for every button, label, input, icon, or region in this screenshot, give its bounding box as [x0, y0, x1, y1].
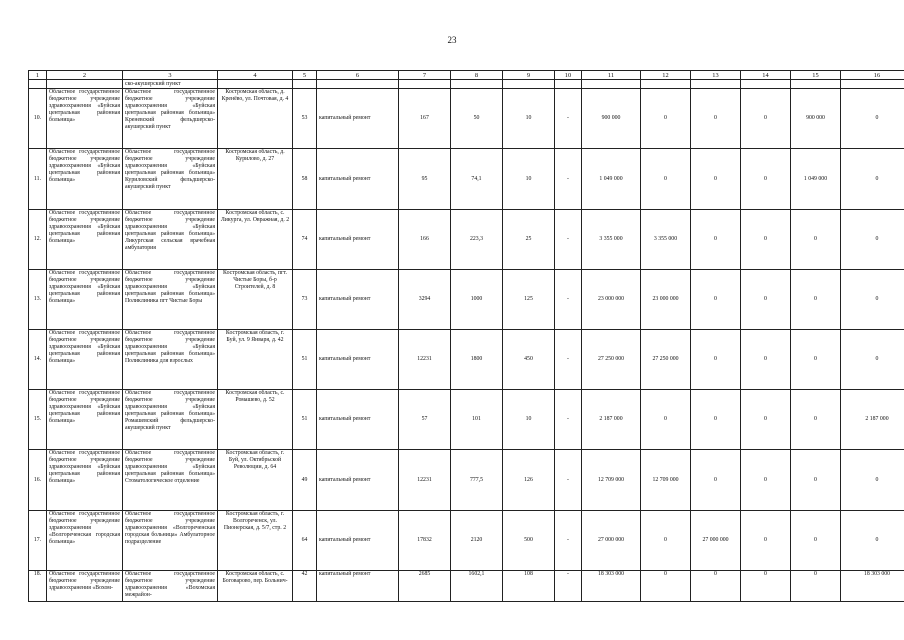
- col9-cell: 125: [503, 270, 555, 330]
- col5-cell: 74: [293, 210, 317, 270]
- header-cell: 9: [503, 71, 555, 80]
- col14-cell: 0: [741, 149, 791, 210]
- address-cell: Костромская область, пгт. Чистые Боры, б-р Строителей, д. 8: [218, 270, 293, 330]
- organization-cell: Областное государственное бюджетное учреждение здравоохранения «Буйская центральная районная больница»: [47, 89, 123, 149]
- col11-cell: 900 000: [582, 89, 641, 149]
- header-cell: 14: [741, 71, 791, 80]
- col11-cell: 27 250 000: [582, 330, 641, 390]
- col13-cell: 0: [691, 571, 741, 602]
- col16-cell: 0: [841, 511, 904, 571]
- col9-cell: 25: [503, 210, 555, 270]
- col11-cell: 27 000 000: [582, 511, 641, 571]
- col8-cell: 74,1: [451, 149, 503, 210]
- address-cell: Костромская область, с. Боговарово, пер. Больнич-: [218, 571, 293, 602]
- col11-cell: 1 049 000: [582, 149, 641, 210]
- header-cell: 8: [451, 71, 503, 80]
- organization-cell: Областное государственное бюджетное учреждение здравоохранения «Буйская центральная районная больница»: [47, 210, 123, 270]
- col15-cell: 0: [791, 511, 841, 571]
- col7-cell: 3294: [399, 270, 451, 330]
- col15-cell: 0: [791, 330, 841, 390]
- address-cell: Костромская область, д. Курилово, д. 27: [218, 149, 293, 210]
- col8-cell: 2120: [451, 511, 503, 571]
- col10-cell: -: [555, 511, 582, 571]
- col12-cell: 0: [641, 89, 691, 149]
- col12-cell: 0: [641, 511, 691, 571]
- col5-cell: 73: [293, 270, 317, 330]
- header-cell: 11: [582, 71, 641, 80]
- col12-cell: 12 709 000: [641, 450, 691, 511]
- work-type-cell: капитальный ремонт: [317, 270, 399, 330]
- col10-cell: -: [555, 571, 582, 602]
- col14-cell: 0: [741, 390, 791, 450]
- col11-cell: 23 000 000: [582, 270, 641, 330]
- col9-cell: 10: [503, 390, 555, 450]
- col7-cell: 95: [399, 149, 451, 210]
- col7-cell: 57: [399, 390, 451, 450]
- col8-cell: 101: [451, 390, 503, 450]
- col10-cell: -: [555, 149, 582, 210]
- work-type-cell: капитальный ремонт: [317, 571, 399, 602]
- facility-cell: Областное государственное бюджетное учреждение здравоохранения «Буйская центральная районная больница» Поликлиника для взрослых: [123, 330, 218, 390]
- address-cell: Костромская область, г. Волгореченск, ул. Пионерская, д. 5/7, стр. 2: [218, 511, 293, 571]
- col5-cell: 51: [293, 390, 317, 450]
- col5-cell: 49: [293, 450, 317, 511]
- col10-cell: -: [555, 330, 582, 390]
- col15-cell: 0: [791, 571, 841, 602]
- header-cell: 4: [218, 71, 293, 80]
- col13-cell: 0: [691, 89, 741, 149]
- col14-cell: 0: [741, 571, 791, 602]
- header-cell: 2: [47, 71, 123, 80]
- organization-cell: Областное государственное бюджетное учреждение здравоохранения «Буйская центральная районная больница»: [47, 450, 123, 511]
- col14-cell: 0: [741, 210, 791, 270]
- header-cell: 15: [791, 71, 841, 80]
- col13-cell: 0: [691, 210, 741, 270]
- col9-cell: 10: [503, 89, 555, 149]
- table-row: [29, 89, 904, 149]
- row-number: 12.: [29, 210, 47, 270]
- facility-cell: Областное государственное бюджетное учреждение здравоохранения «Вохомская межрайон-: [123, 571, 218, 602]
- address-cell: Костромская область, с. Ликурга, ул. Овражная, д. 2: [218, 210, 293, 270]
- col13-cell: 0: [691, 270, 741, 330]
- col10-cell: -: [555, 210, 582, 270]
- col13-cell: 0: [691, 450, 741, 511]
- data-table-container: [28, 70, 891, 602]
- row-number: 18.: [29, 571, 47, 602]
- address-cell: Костромская область, с. Ромашево, д. 52: [218, 390, 293, 450]
- col8-cell: 1800: [451, 330, 503, 390]
- col16-cell: 0: [841, 450, 904, 511]
- col12-cell: 3 355 000: [641, 210, 691, 270]
- header-cell: 5: [293, 71, 317, 80]
- work-type-cell: капитальный ремонт: [317, 89, 399, 149]
- col15-cell: 0: [791, 210, 841, 270]
- col10-cell: -: [555, 450, 582, 511]
- col9-cell: 10: [503, 149, 555, 210]
- col15-cell: 0: [791, 270, 841, 330]
- row-number: 14.: [29, 330, 47, 390]
- table-row: [29, 210, 904, 270]
- table-row: [29, 149, 904, 210]
- table-row: [29, 511, 904, 571]
- col16-cell: 18 303 000: [841, 571, 904, 602]
- table-row: [29, 270, 904, 330]
- row-number: 15.: [29, 390, 47, 450]
- address-cell: Костромская область, д. Кренёво, ул. Почтовая, д. 4: [218, 89, 293, 149]
- page-number: 23: [447, 35, 457, 45]
- col16-cell: 2 187 000: [841, 390, 904, 450]
- col10-cell: -: [555, 390, 582, 450]
- col12-cell: 27 250 000: [641, 330, 691, 390]
- col14-cell: 0: [741, 511, 791, 571]
- header-cell: 7: [399, 71, 451, 80]
- header-cell: 16: [841, 71, 904, 80]
- row-number: 13.: [29, 270, 47, 330]
- col7-cell: 166: [399, 210, 451, 270]
- facility-cell: Областное государственное бюджетное учреждение здравоохранения «Буйская центральная районная больница» Ликургская сельская врачебная амбулатория: [123, 210, 218, 270]
- col14-cell: 0: [741, 330, 791, 390]
- col11-cell: 18 303 000: [582, 571, 641, 602]
- col9-cell: 450: [503, 330, 555, 390]
- col5-cell: 51: [293, 330, 317, 390]
- row-number: 16.: [29, 450, 47, 511]
- col5-cell: 53: [293, 89, 317, 149]
- header-cell: 10: [555, 71, 582, 80]
- col14-cell: 0: [741, 89, 791, 149]
- col5-cell: 42: [293, 571, 317, 602]
- col7-cell: 12231: [399, 330, 451, 390]
- table-row: [29, 450, 904, 511]
- organization-cell: Областное государственное бюджетное учреждение здравоохранения «Вохом-: [47, 571, 123, 602]
- col12-cell: 0: [641, 149, 691, 210]
- col15-cell: 1 049 000: [791, 149, 841, 210]
- col15-cell: 0: [791, 450, 841, 511]
- col8-cell: 1602,1: [451, 571, 503, 602]
- table-row: [29, 390, 904, 450]
- col15-cell: 0: [791, 390, 841, 450]
- col13-cell: 27 000 000: [691, 511, 741, 571]
- col16-cell: 0: [841, 330, 904, 390]
- col7-cell: 17832: [399, 511, 451, 571]
- organization-cell: Областное государственное бюджетное учреждение здравоохранения «Волгореченская городская больница»: [47, 511, 123, 571]
- continuation-cell: ско-акушерский пункт: [123, 80, 218, 89]
- col14-cell: 0: [741, 270, 791, 330]
- col8-cell: 223,3: [451, 210, 503, 270]
- col8-cell: 50: [451, 89, 503, 149]
- col11-cell: 2 187 000: [582, 390, 641, 450]
- header-cell: 13: [691, 71, 741, 80]
- col12-cell: 23 000 000: [641, 270, 691, 330]
- facility-cell: Областное государственное бюджетное учреждение здравоохранения «Буйская центральная районная больница» Стоматологическое отделение: [123, 450, 218, 511]
- col13-cell: 0: [691, 149, 741, 210]
- col14-cell: 0: [741, 450, 791, 511]
- address-cell: Костромская область, г. Буй, ул. 9 Января, д. 42: [218, 330, 293, 390]
- work-type-cell: капитальный ремонт: [317, 330, 399, 390]
- col12-cell: 0: [641, 571, 691, 602]
- facility-cell: Областное государственное бюджетное учреждение здравоохранения «Буйская центральная районная больница» Креневский фельдшерско-акушерский пункт: [123, 89, 218, 149]
- col10-cell: -: [555, 89, 582, 149]
- col9-cell: 108: [503, 571, 555, 602]
- work-type-cell: капитальный ремонт: [317, 149, 399, 210]
- col16-cell: 0: [841, 210, 904, 270]
- col8-cell: 777,5: [451, 450, 503, 511]
- col7-cell: 167: [399, 89, 451, 149]
- col9-cell: 500: [503, 511, 555, 571]
- col7-cell: 12231: [399, 450, 451, 511]
- col5-cell: 58: [293, 149, 317, 210]
- col12-cell: 0: [641, 390, 691, 450]
- facility-cell: Областное государственное бюджетное учреждение здравоохранения «Буйская центральная районная больница» Поликлиника пгт Чистые Боры: [123, 270, 218, 330]
- work-type-cell: капитальный ремонт: [317, 210, 399, 270]
- col13-cell: 0: [691, 330, 741, 390]
- organization-cell: Областное государственное бюджетное учреждение здравоохранения «Буйская центральная районная больница»: [47, 390, 123, 450]
- organization-cell: Областное государственное бюджетное учреждение здравоохранения «Буйская центральная районная больница»: [47, 270, 123, 330]
- work-type-cell: капитальный ремонт: [317, 390, 399, 450]
- col7-cell: 2685: [399, 571, 451, 602]
- facility-cell: Областное государственное бюджетное учреждение здравоохранения «Буйская центральная районная больница» Куриловский фельдшерско-акушерский пункт: [123, 149, 218, 210]
- col16-cell: 0: [841, 270, 904, 330]
- table-row: [29, 571, 904, 602]
- row-number: 11.: [29, 149, 47, 210]
- col16-cell: 0: [841, 89, 904, 149]
- col16-cell: 0: [841, 149, 904, 210]
- col15-cell: 900 000: [791, 89, 841, 149]
- data-table: [28, 70, 904, 602]
- organization-cell: Областное государственное бюджетное учреждение здравоохранения «Буйская центральная районная больница»: [47, 149, 123, 210]
- address-cell: Костромская область, г. Буй, ул. Октябрьской Революции, д. 64: [218, 450, 293, 511]
- row-number: 10.: [29, 89, 47, 149]
- col5-cell: 64: [293, 511, 317, 571]
- work-type-cell: капитальный ремонт: [317, 450, 399, 511]
- header-row: [29, 71, 904, 80]
- col9-cell: 126: [503, 450, 555, 511]
- col13-cell: 0: [691, 390, 741, 450]
- row-number: 17.: [29, 511, 47, 571]
- col11-cell: 3 355 000: [582, 210, 641, 270]
- facility-cell: Областное государственное бюджетное учреждение здравоохранения «Волгореченская городская больница» Амбулаторное подразделение: [123, 511, 218, 571]
- col11-cell: 12 709 000: [582, 450, 641, 511]
- organization-cell: Областное государственное бюджетное учреждение здравоохранения «Буйская центральная районная больница»: [47, 330, 123, 390]
- header-cell: 1: [29, 71, 47, 80]
- header-cell: 3: [123, 71, 218, 80]
- col8-cell: 1000: [451, 270, 503, 330]
- table-row: [29, 330, 904, 390]
- col10-cell: -: [555, 270, 582, 330]
- facility-cell: Областное государственное бюджетное учреждение здравоохранения «Буйская центральная районная больница» Ромашевский фельдшерско-акушерский пункт: [123, 390, 218, 450]
- work-type-cell: капитальный ремонт: [317, 511, 399, 571]
- continuation-row: [29, 80, 904, 89]
- header-cell: 12: [641, 71, 691, 80]
- header-cell: 6: [317, 71, 399, 80]
